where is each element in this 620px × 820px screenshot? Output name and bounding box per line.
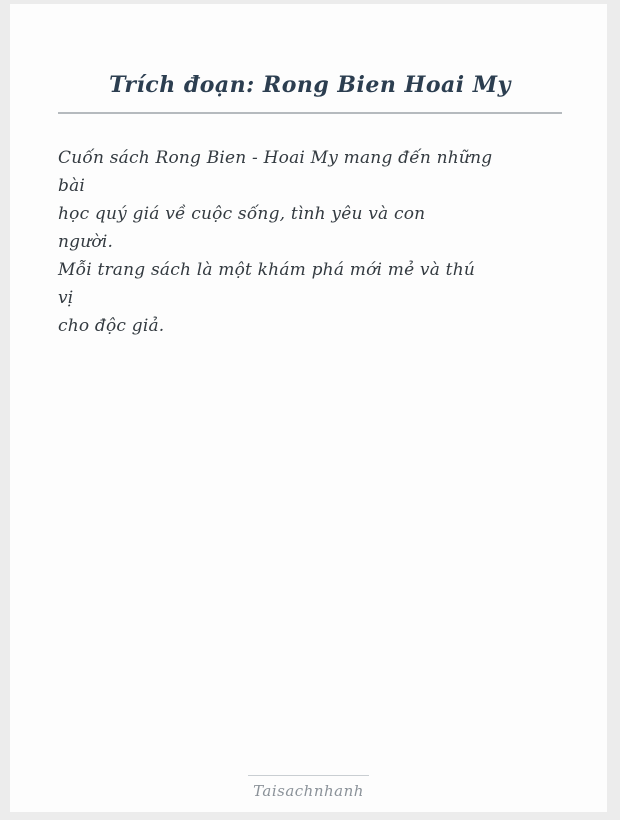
excerpt-line: Mỗi trang sách là một khám phá mới mẻ và thú — [58, 260, 476, 280]
page-title: Trích đoạn: Rong Bien Hoai My — [109, 72, 511, 98]
excerpt-line: người. — [58, 232, 114, 252]
excerpt-line: cho độc giả. — [58, 316, 165, 336]
footer-signature: Taisachnhanh — [253, 782, 364, 800]
excerpt-line: học quý giá về cuộc sống, tình yêu và con — [58, 204, 426, 224]
page-footer — [10, 775, 607, 800]
footer-divider — [248, 775, 369, 776]
excerpt-line: Cuốn sách Rong Bien - Hoai My mang đến những — [58, 148, 493, 168]
document-content — [10, 4, 607, 340]
excerpt-line: vị — [58, 288, 74, 308]
title-divider — [58, 112, 562, 114]
document-page — [10, 4, 607, 812]
excerpt-text — [58, 144, 562, 340]
excerpt-line: bài — [58, 176, 86, 196]
